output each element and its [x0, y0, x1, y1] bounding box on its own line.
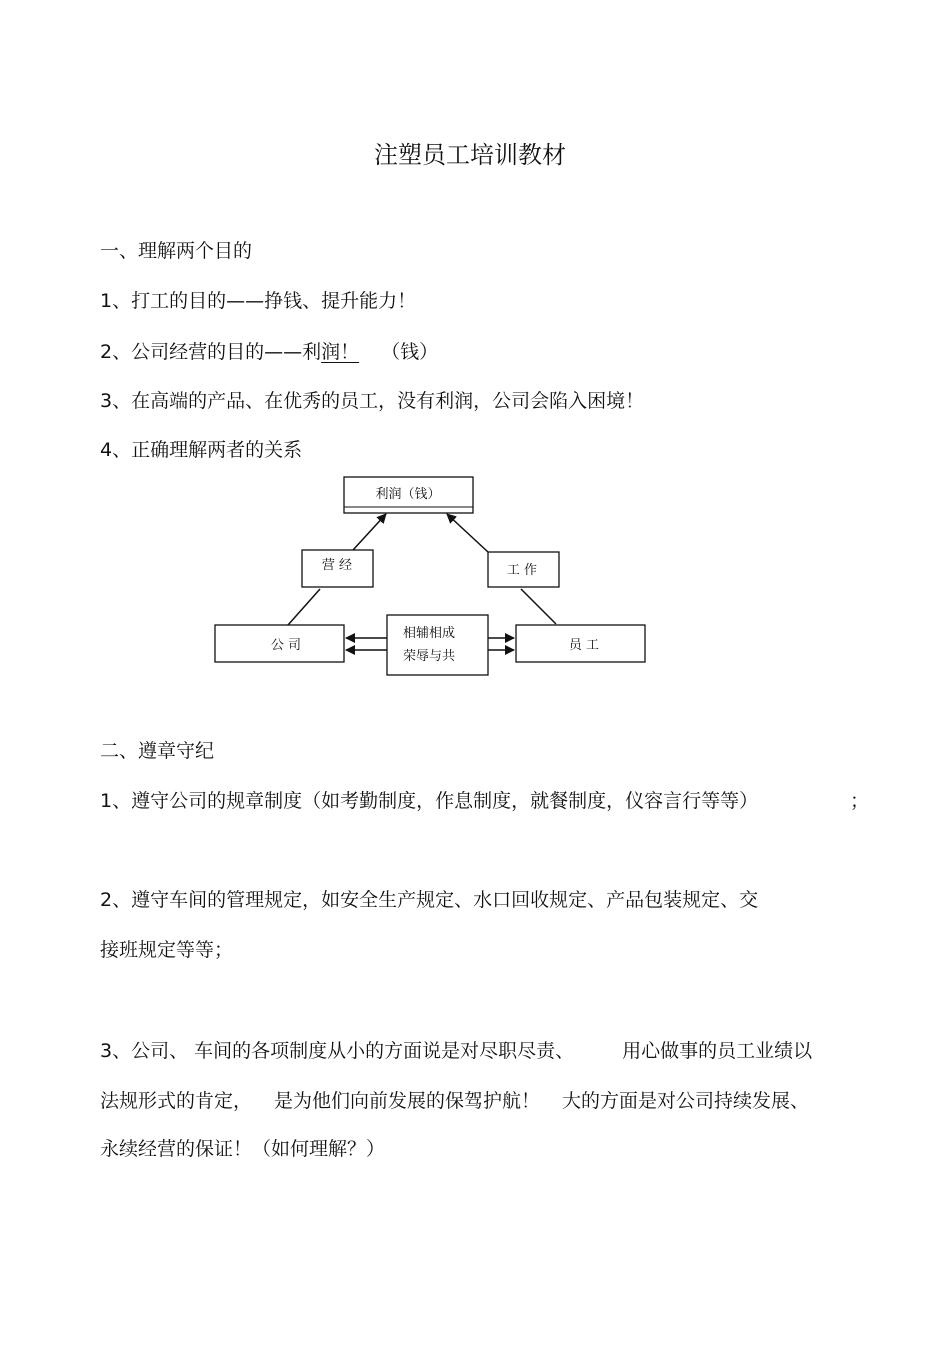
- company-box: [215, 625, 344, 662]
- section1-item2-underlined: 润！: [321, 341, 360, 363]
- line-company-to-label: [288, 589, 320, 625]
- section2-item3-line2b: 是为他们向前发展的保驾护航！: [274, 1090, 541, 1112]
- section2-item1: 1、遵守公司的规章制度（如考勤制度，作息制度，就餐制度，仪容言行等等）: [100, 790, 759, 812]
- company-label: 公 司: [270, 638, 302, 653]
- work-label: 工 作: [506, 563, 538, 578]
- employee-label: 员 工: [568, 638, 600, 653]
- section1-item1: 1、打工的目的——挣钱、提升能力！: [100, 290, 417, 312]
- section2-item3-line1b: 用心做事的员工业绩以: [622, 1040, 813, 1062]
- section2-item2-line2: 接班规定等等；: [100, 939, 234, 961]
- line-employee-to-label: [521, 589, 556, 624]
- section2-item1-end: ；: [850, 790, 870, 812]
- mutual-line2: 荣辱与共: [402, 649, 456, 664]
- profit-box: [344, 477, 473, 513]
- page-title: 注塑员工培训教材: [374, 141, 566, 169]
- arrow-right-to-profit: [447, 514, 488, 552]
- section2-item3-line1: [100, 1039, 812, 1063]
- section2-item3-line1a: 3、公司、 车间的各项制度从小的方面说是对尽职尽责、: [100, 1040, 575, 1062]
- arrow-left-to-profit: [353, 514, 386, 550]
- section1-heading: 一、理解两个目的: [100, 240, 253, 262]
- section2-item3-line2c: 大的方面是对公司持续发展、: [562, 1090, 810, 1112]
- mutual-box: [387, 615, 488, 675]
- section2-heading: 二、遵章守纪: [100, 740, 215, 762]
- section1-item2-note: （钱）: [381, 341, 439, 363]
- employee-box: [516, 625, 645, 662]
- section2-item3-line2a: 法规形式的肯定，: [100, 1090, 253, 1112]
- section1-item2-text: 2、公司经营的目的——利: [100, 341, 322, 363]
- operation-label-box: [302, 550, 373, 587]
- section1-item4: 4、正确理解两者的关系: [100, 439, 303, 461]
- section2-item3-line2: [100, 1089, 809, 1113]
- mutual-line1: 相辅相成: [402, 626, 456, 641]
- section1-item3: 3、在高端的产品、在优秀的员工，没有利润，公司会陷入困境！: [100, 390, 645, 412]
- work-label-box: [488, 552, 559, 587]
- section2-item3-line3: 永续经营的保证！（如何理解？）: [100, 1138, 386, 1160]
- section2-item2-line1: 2、遵守车间的管理规定，如安全生产规定、水口回收规定、产品包装规定、交: [100, 889, 759, 911]
- operation-label: 营 经: [321, 558, 353, 573]
- profit-box-label: 利润（钱）: [375, 487, 441, 502]
